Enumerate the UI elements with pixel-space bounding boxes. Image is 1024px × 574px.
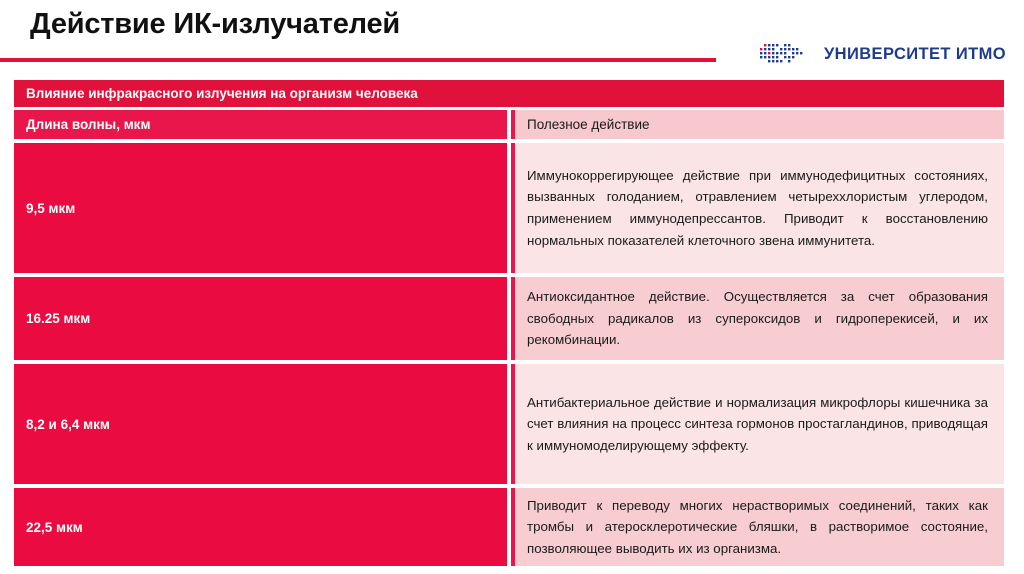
effects-table <box>14 80 1004 570</box>
cell-wavelength <box>14 143 507 273</box>
cell-wavelength-text: 16.25 мкм <box>26 311 91 326</box>
itmo-logo-text: УНИВЕРСИТЕТ ИТМО <box>824 44 1006 63</box>
table-header-row <box>14 110 1004 139</box>
table-banner <box>14 80 1004 107</box>
cell-effect-text: Антиоксидантное действие. Осуществляется за счет образования свободных радикалов из супероксидов и гидроперекисей, и их рекомбинации. <box>527 289 988 348</box>
slide-header <box>0 0 1024 72</box>
column-header-effect <box>511 110 1004 139</box>
cell-effect <box>511 277 1004 360</box>
cell-wavelength-text: 9,5 мкм <box>26 200 76 216</box>
cell-wavelength <box>14 277 507 360</box>
cell-effect-text: Приводит к переводу многих нерастворимых соединений, таких как тромбы и атеросклеротические бляшки, в растворимое состояние, позволяющее выводить их из организма. <box>527 497 988 556</box>
page-title: Действие ИК-излучателей <box>30 8 401 40</box>
column-header-wavelength <box>14 110 507 139</box>
title-underline-rule <box>0 58 716 62</box>
table-row <box>14 488 1004 566</box>
cell-wavelength <box>14 488 507 566</box>
table-row <box>14 364 1004 484</box>
itmo-logo <box>758 41 1006 67</box>
cell-wavelength <box>14 364 507 484</box>
column-header-wavelength-text: Длина волны, мкм <box>26 117 151 132</box>
column-header-effect-text: Полезное действие <box>527 117 650 132</box>
cell-wavelength-text: 8,2 и 6,4 мкм <box>26 416 110 432</box>
cell-wavelength-text: 22,5 мкм <box>26 519 83 535</box>
cell-effect-text: Антибактериальное действие и нормализация микрофлоры кишечника за счет влияния на процесс синтеза гормонов простагландинов, приводящая к иммуномоделирующему эффекту. <box>527 394 988 453</box>
cell-effect-text: Иммунокоррегирующее действие при иммунодефицитных состояниях, вызванных голоданием, отравлением четыреххлористым углеродом, применением иммунодепрессантов. Приводит к восстановлению нормальных показателей клеточного звена иммунитета. <box>527 167 988 248</box>
table-row <box>14 143 1004 273</box>
cell-effect <box>511 364 1004 484</box>
cell-effect <box>511 143 1004 273</box>
table-row <box>14 277 1004 360</box>
table-banner-text: Влияние инфракрасного излучения на организм человека <box>26 86 418 101</box>
cell-effect <box>511 488 1004 566</box>
itmo-dot-matrix-icon <box>758 42 814 66</box>
